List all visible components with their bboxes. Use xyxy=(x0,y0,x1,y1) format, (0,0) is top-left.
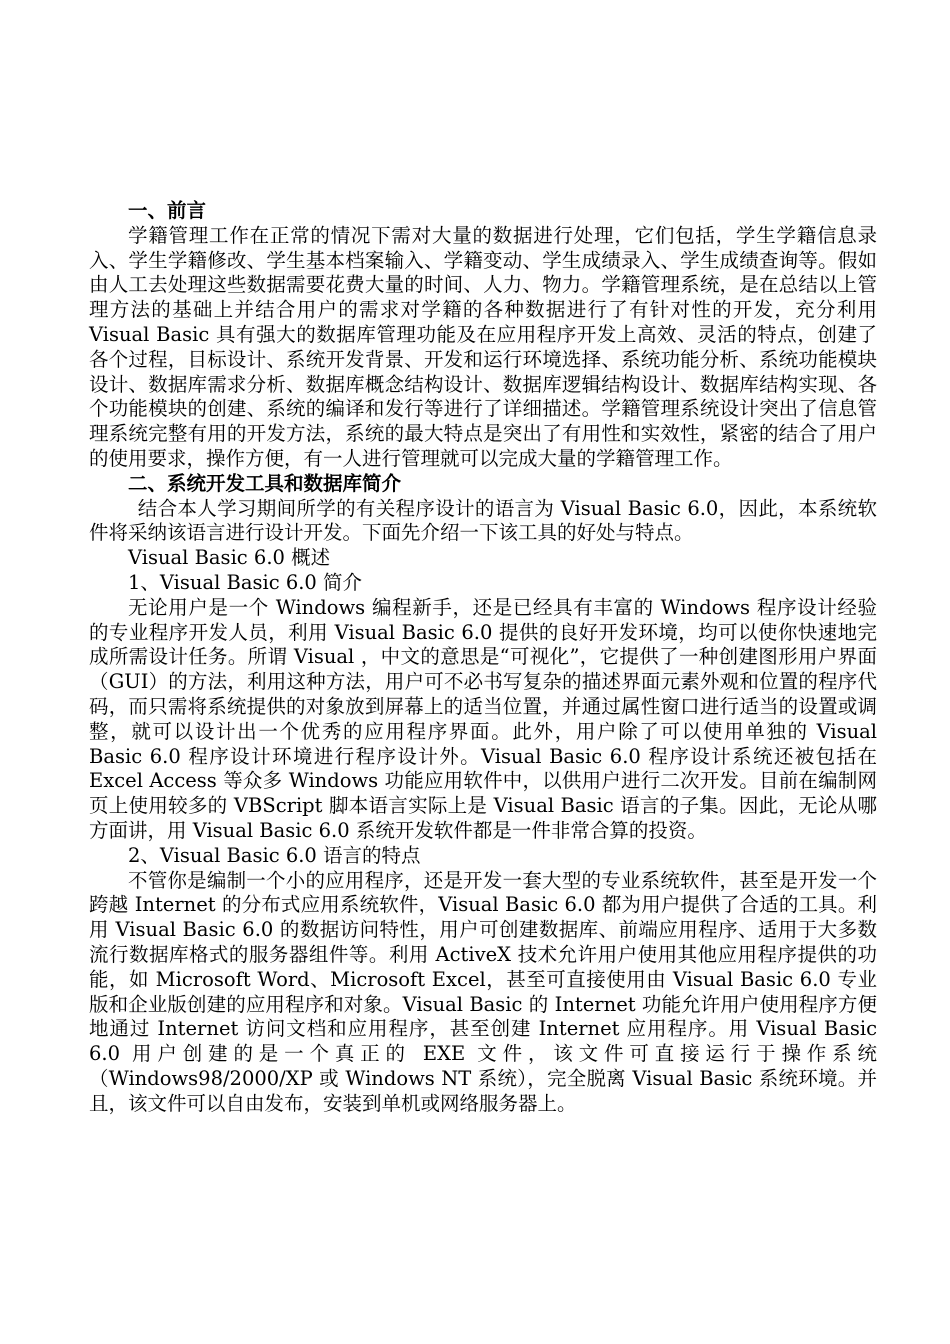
section-heading-preface: 一、前言 xyxy=(128,199,207,222)
section-heading-tools: 二、系统开发工具和数据库简介 xyxy=(128,471,402,495)
subheading-vb-intro: 1、Visual Basic 6.0 简介 xyxy=(128,570,363,594)
subheading-vb-overview: Visual Basic 6.0 概述 xyxy=(128,546,331,570)
paragraph-preface: 学籍管理工作在正常的情况下需对大量的数据进行处理，它们包括，学生学籍信息录入、学生学籍修改、学生基本档案输入、学籍变动、学生成绩录入、学生成绩查询等。假如由人工去处理这些数据需要花费大量的时间、人力、物力。学籍管理系统，是在总结以上管理方法的基础上并结合用户的需求对学籍的各种数据进行了有针对性的开发，充分利用 Visual Basic 具有强大的数据库管理功能及在应用程序开发上高效、灵活的特点，创建了各个过程，目标设计、系统开发背景、开发和运行环境选择、系统功能分析、系统功能模块设计、数据库需求分析、数据库概念结构设计、数据库逻辑结构设计、数据库结构实现、各个功能模块的创建、系统的编译和发行等进行了详细描述。学籍管理系统设计突出了信息管理系统完整有用的开发方法，系统的最大特点是突出了有用性和实效性，紧密的结合了用户的使用要求，操作方便，有一人进行管理就可以完成大量的学籍管理工作。 xyxy=(89,223,877,470)
paragraph-vb-features: 不管你是编制一个小的应用程序，还是开发一套大型的专业系统软件，甚至是开发一个跨越 Internet 的分布式应用系统软件，Visual Basic 6.0 都为用户提供了合适的工具。利用 Visual Basic 6.0 的数据访问特性，用户可创建数据库、前端应用程序、适用于大多数流行数据库格式的服务器组件等。利用 ActiveX 技术允许用户使用其他应用程序提供的功能，如 Microsoft Word、Microsoft Excel，甚至可直接使用由 Visual Basic 6.0 专业版和企业版创建的应用程序和对象。Visual Basic 的 Internet 功能允许用户使用程序方便地通过 Internet 访问文档和应用程序，甚至创建 Internet 应用程序。用 Visual Basic 6.0 用户创建的是一个真正的 EXE 文件，该文件可直接运行于操作系统（Windows98/2000/XP 或 Windows NT 系统），完全脱离 Visual Basic 系统环境。并且，该文件可以自由发布，安装到单机或网络服务器上。 xyxy=(89,868,877,1115)
document-page xyxy=(89,199,877,1116)
paragraph-vb-intro: 无论用户是一个 Windows 编程新手，还是已经具有丰富的 Windows 程序设计经验的专业程序开发人员，利用 Visual Basic 6.0 提供的良好开发环境，均可以使你快速地完成所需设计任务。所谓 Visual ，中文的意思是“可视化”，它提供了一种创建图形用户界面（GUI）的方法，利用这种方法，用户可不必书写复杂的描述界面元素外观和位置的程序代码，而只需将系统提供的对象放到屏幕上的适当位置，并通过属性窗口进行适当的设置或调整，就可以设计出一个优秀的应用程序界面。此外，用户除了可以使用单独的 Visual Basic 6.0 程序设计环境进行程序设计外。Visual Basic 6.0 程序设计系统还被包括在 Excel Access 等众多 Windows 功能应用软件中，以供用户进行二次开发。目前在编制网页上使用较多的 VBScript 脚本语言实际上是 Visual Basic 语言的子集。因此，无论从哪方面讲，用 Visual Basic 6.0 系统开发软件都是一件非常合算的投资。 xyxy=(89,595,877,842)
paragraph-tools-intro: 结合本人学习期间所学的有关程序设计的语言为 Visual Basic 6.0，因此，本系统软件将采纳该语言进行设计开发。下面先介绍一下该工具的好处与特点。 xyxy=(89,496,877,545)
subheading-vb-features: 2、Visual Basic 6.0 语言的特点 xyxy=(128,843,421,867)
